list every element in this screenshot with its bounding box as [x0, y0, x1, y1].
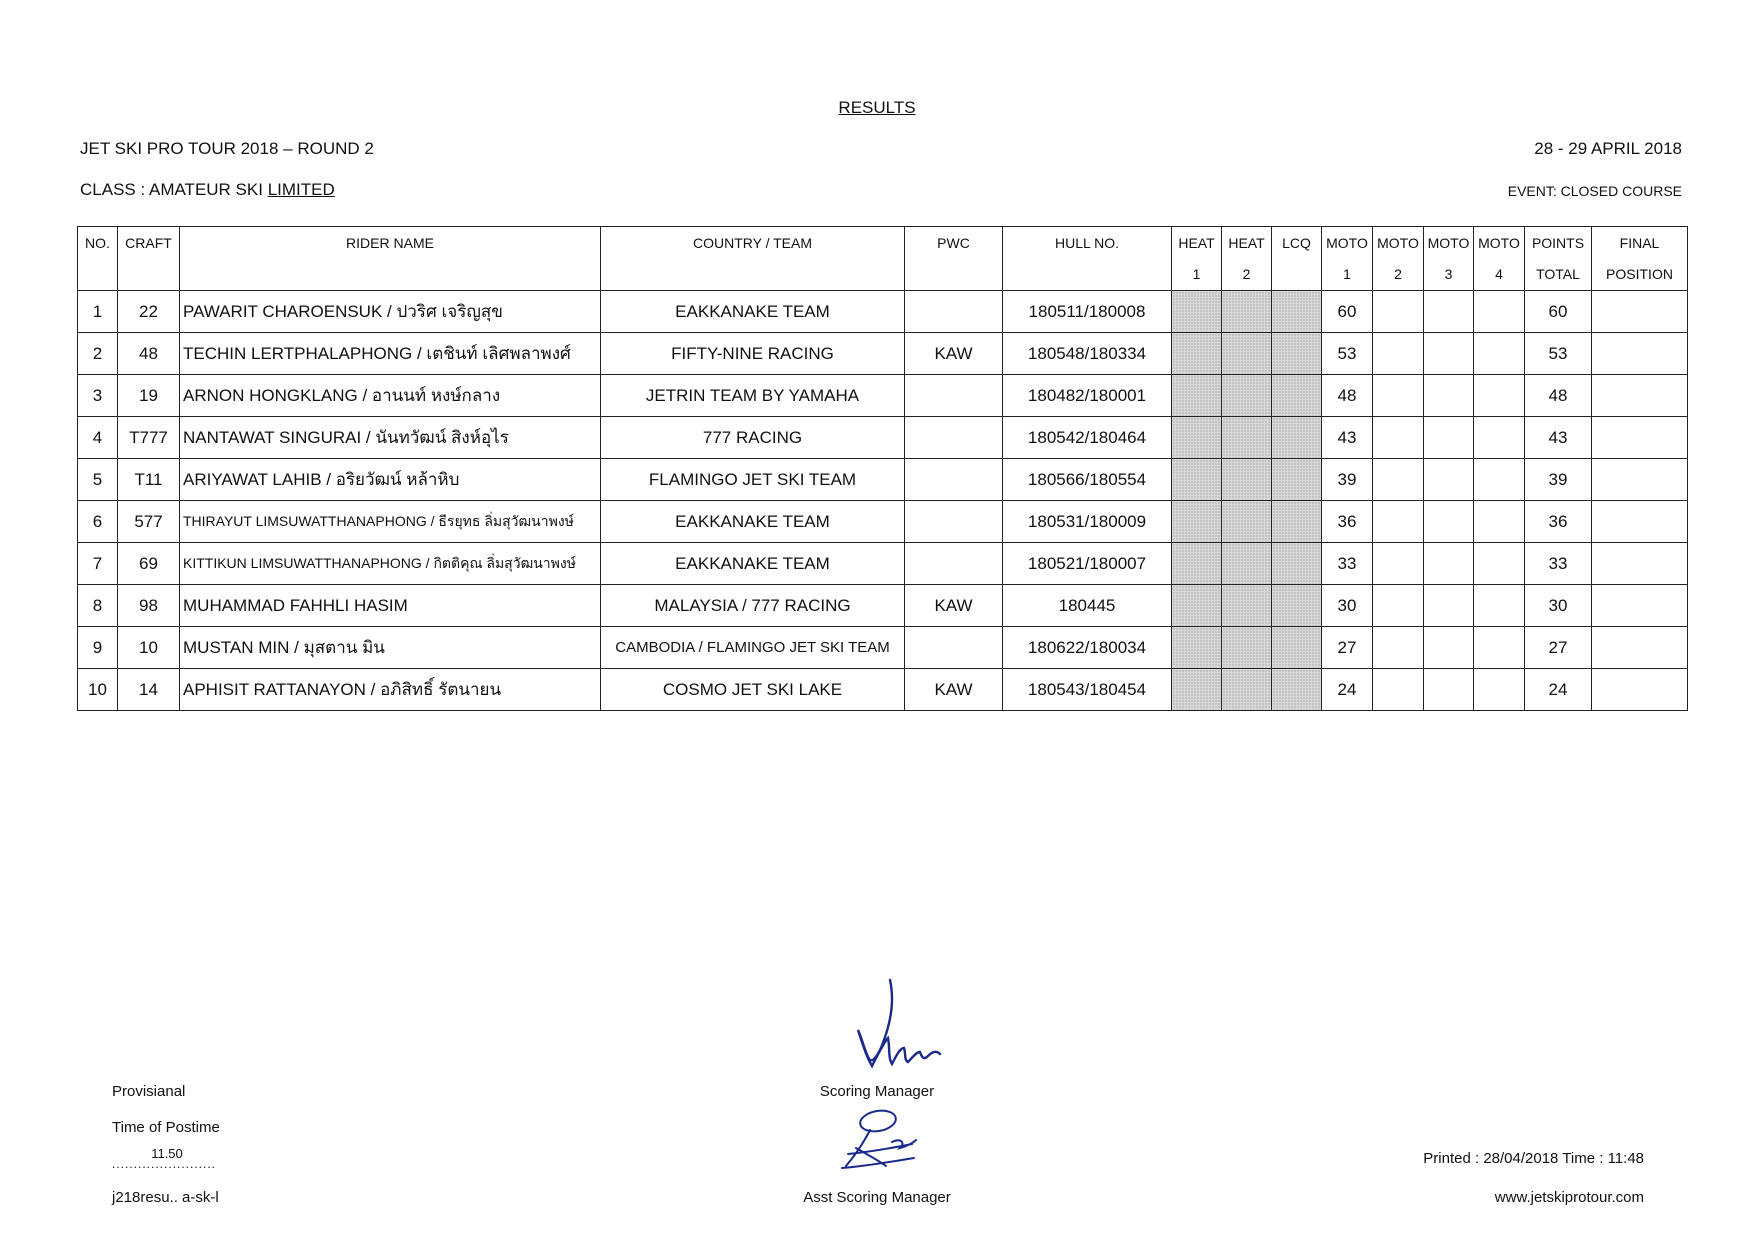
col-hull: HULL NO. — [1003, 227, 1172, 291]
cell-moto-1: 39 — [1322, 459, 1373, 501]
cell-moto-4 — [1474, 543, 1525, 585]
cell-heat-2 — [1222, 501, 1272, 543]
cell-heat-2 — [1222, 459, 1272, 501]
cell-moto-1: 36 — [1322, 501, 1373, 543]
table-row — [78, 333, 1688, 375]
cell-rider: KITTIKUN LIMSUWATTHANAPHONG / กิตติคุณ ลิ่มสุวัฒนาพงษ์ — [180, 543, 601, 585]
cell-final-position — [1592, 291, 1688, 333]
cell-moto-4 — [1474, 291, 1525, 333]
class-emphasis: LIMITED — [267, 180, 335, 199]
cell-moto-3 — [1424, 333, 1474, 375]
col-pwc: PWC — [905, 227, 1003, 291]
col-points: POINTS — [1525, 227, 1592, 258]
asst-scoring-manager-label: Asst Scoring Manager — [803, 1189, 951, 1206]
cell-moto-1: 33 — [1322, 543, 1373, 585]
table-row — [78, 459, 1688, 501]
cell-moto-4 — [1474, 375, 1525, 417]
class-line — [80, 180, 335, 200]
cell-no: 9 — [78, 627, 118, 669]
cell-team: EAKKANAKE TEAM — [601, 543, 905, 585]
header-row-1 — [78, 227, 1688, 258]
cell-moto-3 — [1424, 627, 1474, 669]
cell-no: 6 — [78, 501, 118, 543]
cell-heat-2 — [1222, 417, 1272, 459]
cell-moto-1: 30 — [1322, 585, 1373, 627]
event-name: JET SKI PRO TOUR 2018 – ROUND 2 — [80, 139, 374, 158]
cell-team: MALAYSIA / 777 RACING — [601, 585, 905, 627]
cell-moto-3 — [1424, 459, 1474, 501]
page-title: RESULTS — [838, 98, 916, 117]
provisional-label: Provisianal — [112, 1083, 186, 1100]
class-prefix: CLASS : AMATEUR SKI — [80, 180, 268, 199]
cell-rider: MUSTAN MIN / มุสตาน มิน — [180, 627, 601, 669]
cell-team: CAMBODIA / FLAMINGO JET SKI TEAM — [601, 627, 905, 669]
cell-final-position — [1592, 459, 1688, 501]
cell-team: JETRIN TEAM BY YAMAHA — [601, 375, 905, 417]
cell-team: EAKKANAKE TEAM — [601, 501, 905, 543]
cell-no: 8 — [78, 585, 118, 627]
cell-team: EAKKANAKE TEAM — [601, 291, 905, 333]
col-moto-2: MOTO — [1373, 227, 1424, 258]
time-value: 11.50 — [151, 1146, 183, 1161]
table-row — [78, 375, 1688, 417]
cell-no: 3 — [78, 375, 118, 417]
cell-moto-2 — [1373, 459, 1424, 501]
cell-moto-1: 24 — [1322, 669, 1373, 711]
cell-final-position — [1592, 585, 1688, 627]
cell-craft: 98 — [118, 585, 180, 627]
cell-pwc — [905, 417, 1003, 459]
event-type: EVENT: CLOSED COURSE — [1507, 183, 1682, 199]
scoring-manager-signature — [832, 978, 952, 1088]
cell-moto-4 — [1474, 333, 1525, 375]
cell-lcq — [1272, 291, 1322, 333]
table-row — [78, 627, 1688, 669]
col-moto-3-num: 3 — [1424, 258, 1474, 291]
cell-heat-2 — [1222, 543, 1272, 585]
cell-moto-3 — [1424, 669, 1474, 711]
cell-moto-2 — [1373, 585, 1424, 627]
cell-lcq — [1272, 375, 1322, 417]
cell-heat-2 — [1222, 585, 1272, 627]
cell-lcq — [1272, 459, 1322, 501]
cell-pwc — [905, 375, 1003, 417]
cell-no: 5 — [78, 459, 118, 501]
col-craft: CRAFT — [118, 227, 180, 291]
cell-hull: 180511/180008 — [1003, 291, 1172, 333]
cell-points-total: 48 — [1525, 375, 1592, 417]
cell-craft: T11 — [118, 459, 180, 501]
cell-points-total: 36 — [1525, 501, 1592, 543]
asst-scoring-manager-signature — [826, 1108, 936, 1178]
cell-moto-4 — [1474, 669, 1525, 711]
cell-heat-1 — [1172, 417, 1222, 459]
col-moto-2-num: 2 — [1373, 258, 1424, 291]
cell-moto-3 — [1424, 291, 1474, 333]
cell-final-position — [1592, 669, 1688, 711]
cell-craft: 22 — [118, 291, 180, 333]
cell-moto-3 — [1424, 375, 1474, 417]
col-points-total: TOTAL — [1525, 258, 1592, 291]
cell-rider: TECHIN LERTPHALAPHONG / เตชินท์ เลิศพลาพงศ์ — [180, 333, 601, 375]
cell-rider: APHISIT RATTANAYON / อภิสิทธิ์ รัตนายน — [180, 669, 601, 711]
cell-pwc: KAW — [905, 333, 1003, 375]
cell-moto-2 — [1373, 543, 1424, 585]
cell-rider: PAWARIT CHAROENSUK / ปวริศ เจริญสุข — [180, 291, 601, 333]
cell-no: 4 — [78, 417, 118, 459]
col-rider: RIDER NAME — [180, 227, 601, 291]
cell-heat-1 — [1172, 333, 1222, 375]
cell-final-position — [1592, 501, 1688, 543]
cell-craft: 14 — [118, 669, 180, 711]
col-heat-2: HEAT — [1222, 227, 1272, 258]
col-moto-3: MOTO — [1424, 227, 1474, 258]
cell-no: 1 — [78, 291, 118, 333]
cell-points-total: 60 — [1525, 291, 1592, 333]
cell-craft: 69 — [118, 543, 180, 585]
cell-heat-2 — [1222, 627, 1272, 669]
cell-lcq — [1272, 669, 1322, 711]
cell-moto-2 — [1373, 501, 1424, 543]
cell-heat-1 — [1172, 375, 1222, 417]
cell-heat-1 — [1172, 585, 1222, 627]
cell-points-total: 43 — [1525, 417, 1592, 459]
cell-hull: 180566/180554 — [1003, 459, 1172, 501]
cell-team: COSMO JET SKI LAKE — [601, 669, 905, 711]
table-row — [78, 669, 1688, 711]
cell-moto-1: 53 — [1322, 333, 1373, 375]
cell-rider: MUHAMMAD FAHHLI HASIM — [180, 585, 601, 627]
cell-lcq — [1272, 417, 1322, 459]
cell-pwc — [905, 291, 1003, 333]
table-row — [78, 585, 1688, 627]
table-row — [78, 417, 1688, 459]
table-row — [78, 291, 1688, 333]
cell-moto-2 — [1373, 627, 1424, 669]
cell-hull: 180542/180464 — [1003, 417, 1172, 459]
cell-lcq — [1272, 627, 1322, 669]
cell-final-position — [1592, 333, 1688, 375]
time-dots: ........................ — [112, 1157, 217, 1171]
cell-hull: 180521/180007 — [1003, 543, 1172, 585]
cell-moto-4 — [1474, 459, 1525, 501]
col-final: FINAL — [1592, 227, 1688, 258]
cell-heat-2 — [1222, 669, 1272, 711]
cell-no: 7 — [78, 543, 118, 585]
cell-craft: 10 — [118, 627, 180, 669]
cell-points-total: 53 — [1525, 333, 1592, 375]
cell-hull: 180622/180034 — [1003, 627, 1172, 669]
cell-team: 777 RACING — [601, 417, 905, 459]
cell-heat-1 — [1172, 669, 1222, 711]
cell-points-total: 30 — [1525, 585, 1592, 627]
cell-moto-3 — [1424, 417, 1474, 459]
cell-pwc — [905, 459, 1003, 501]
cell-heat-1 — [1172, 459, 1222, 501]
cell-hull: 180531/180009 — [1003, 501, 1172, 543]
col-heat-1: HEAT — [1172, 227, 1222, 258]
cell-team: FLAMINGO JET SKI TEAM — [601, 459, 905, 501]
cell-pwc — [905, 501, 1003, 543]
col-heat-2-num: 2 — [1222, 258, 1272, 291]
cell-craft: 19 — [118, 375, 180, 417]
cell-rider: NANTAWAT SINGURAI / นันทวัฒน์ สิงห์อุไร — [180, 417, 601, 459]
cell-moto-1: 48 — [1322, 375, 1373, 417]
time-of-posting-value — [112, 1146, 222, 1171]
cell-final-position — [1592, 543, 1688, 585]
cell-moto-4 — [1474, 627, 1525, 669]
time-of-posting-label: Time of Postime — [112, 1119, 220, 1136]
cell-heat-1 — [1172, 291, 1222, 333]
table-row — [78, 501, 1688, 543]
cell-hull: 180548/180334 — [1003, 333, 1172, 375]
cell-final-position — [1592, 417, 1688, 459]
col-heat-1-num: 1 — [1172, 258, 1222, 291]
cell-moto-2 — [1373, 669, 1424, 711]
cell-moto-2 — [1373, 333, 1424, 375]
cell-moto-1: 60 — [1322, 291, 1373, 333]
cell-pwc — [905, 627, 1003, 669]
cell-moto-1: 43 — [1322, 417, 1373, 459]
cell-points-total: 33 — [1525, 543, 1592, 585]
document-code: j218resu.. a-sk-l — [112, 1189, 219, 1206]
cell-rider: THIRAYUT LIMSUWATTHANAPHONG / ธีรยุทธ ลิ่มสุวัฒนาพงษ์ — [180, 501, 601, 543]
cell-craft: 577 — [118, 501, 180, 543]
cell-hull: 180445 — [1003, 585, 1172, 627]
cell-craft: T777 — [118, 417, 180, 459]
cell-heat-1 — [1172, 627, 1222, 669]
table-row — [78, 543, 1688, 585]
cell-hull: 180543/180454 — [1003, 669, 1172, 711]
cell-moto-1: 27 — [1322, 627, 1373, 669]
cell-lcq — [1272, 585, 1322, 627]
col-lcq: LCQ — [1272, 227, 1322, 291]
cell-final-position — [1592, 375, 1688, 417]
cell-hull: 180482/180001 — [1003, 375, 1172, 417]
results-table — [77, 226, 1688, 711]
cell-no: 10 — [78, 669, 118, 711]
cell-heat-2 — [1222, 291, 1272, 333]
cell-craft: 48 — [118, 333, 180, 375]
cell-team: FIFTY-NINE RACING — [601, 333, 905, 375]
cell-lcq — [1272, 543, 1322, 585]
cell-moto-3 — [1424, 585, 1474, 627]
printed-timestamp: Printed : 28/04/2018 Time : 11:48 — [1423, 1150, 1644, 1167]
cell-heat-1 — [1172, 501, 1222, 543]
scoring-manager-label: Scoring Manager — [819, 1083, 935, 1100]
cell-final-position — [1592, 627, 1688, 669]
cell-no: 2 — [78, 333, 118, 375]
col-moto-1-num: 1 — [1322, 258, 1373, 291]
cell-lcq — [1272, 333, 1322, 375]
col-final-position: POSITION — [1592, 258, 1688, 291]
cell-pwc — [905, 543, 1003, 585]
cell-moto-4 — [1474, 417, 1525, 459]
cell-moto-2 — [1373, 417, 1424, 459]
cell-moto-2 — [1373, 291, 1424, 333]
cell-moto-4 — [1474, 501, 1525, 543]
cell-points-total: 24 — [1525, 669, 1592, 711]
cell-moto-3 — [1424, 543, 1474, 585]
cell-points-total: 39 — [1525, 459, 1592, 501]
col-moto-4: MOTO — [1474, 227, 1525, 258]
cell-rider: ARIYAWAT LAHIB / อริยวัฒน์ หล้าหิบ — [180, 459, 601, 501]
cell-heat-2 — [1222, 333, 1272, 375]
col-moto-1: MOTO — [1322, 227, 1373, 258]
col-moto-4-num: 4 — [1474, 258, 1525, 291]
cell-points-total: 27 — [1525, 627, 1592, 669]
cell-heat-1 — [1172, 543, 1222, 585]
cell-lcq — [1272, 501, 1322, 543]
cell-pwc: KAW — [905, 585, 1003, 627]
cell-heat-2 — [1222, 375, 1272, 417]
col-no: NO. — [78, 227, 118, 291]
col-team: COUNTRY / TEAM — [601, 227, 905, 291]
cell-moto-2 — [1373, 375, 1424, 417]
cell-moto-4 — [1474, 585, 1525, 627]
cell-moto-3 — [1424, 501, 1474, 543]
website-link[interactable]: www.jetskiprotour.com — [1494, 1189, 1644, 1206]
cell-pwc: KAW — [905, 669, 1003, 711]
event-date: 28 - 29 APRIL 2018 — [1534, 139, 1682, 158]
cell-rider: ARNON HONGKLANG / อานนท์ หงษ์กลาง — [180, 375, 601, 417]
